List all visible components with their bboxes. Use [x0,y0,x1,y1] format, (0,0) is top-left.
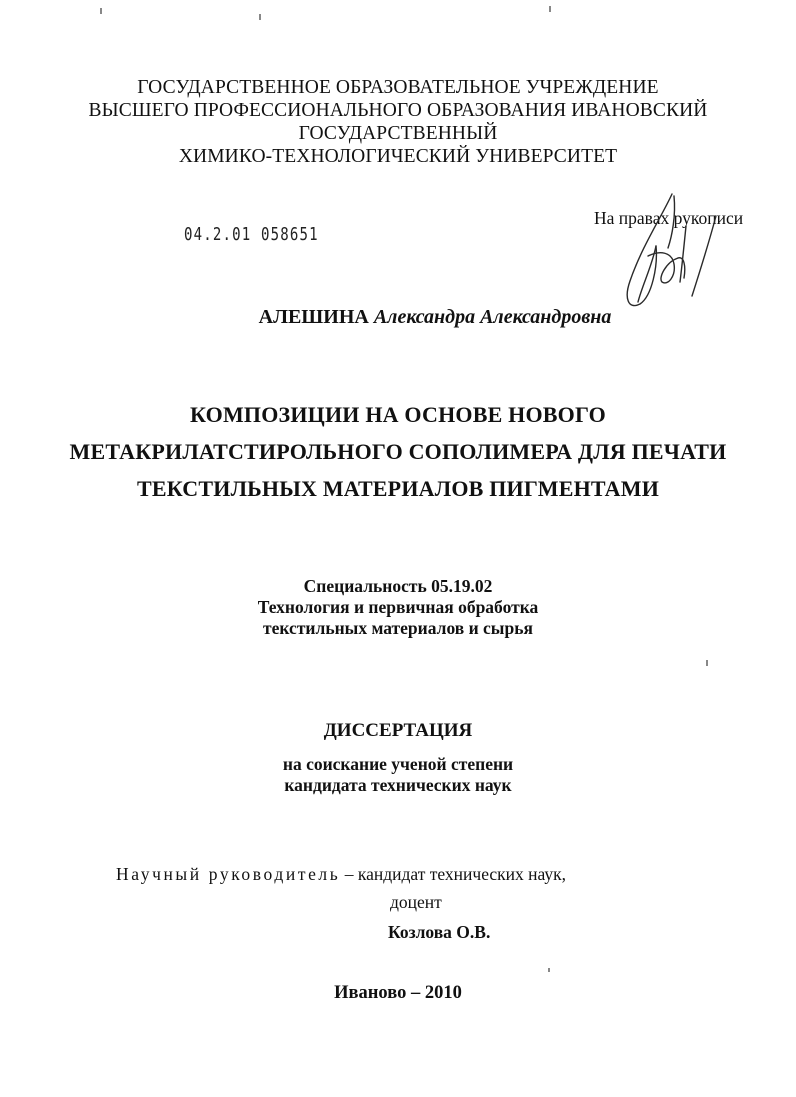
title-line: КОМПОЗИЦИИ НА ОСНОВЕ НОВОГО [190,402,606,427]
work-type-heading: ДИССЕРТАЦИЯ [323,720,473,741]
city-year: Иваново – 2010 [334,983,462,1003]
supervisor-dash: – [344,864,354,884]
institution-line: ВЫСШЕГО ПРОФЕССИОНАЛЬНОГО ОБРАЗОВАНИЯ ИВАНОВСКИЙ [88,100,708,121]
scan-speck [548,968,550,972]
author-surname: АЛЕШИНА [258,306,369,328]
title-line: ТЕКСТИЛЬНЫХ МАТЕРИАЛОВ ПИГМЕНТАМИ [136,476,660,501]
degree-line: кандидата технических наук [284,775,512,795]
scan-speck [706,660,708,666]
supervisor-label: Научный руководитель [116,864,341,884]
manuscript-rights-note: На правах рукописи [594,208,744,228]
title-line: МЕТАКРИЛАТСТИРОЛЬНОГО СОПОЛИМЕРА ДЛЯ ПЕЧАТИ [69,439,727,464]
degree-block [0,754,796,796]
institution-line: ГОСУДАРСТВЕННОЕ ОБРАЗОВАТЕЛЬНОЕ УЧРЕЖДЕНИЕ [137,77,659,98]
specialty-block [0,576,796,639]
specialty-name-line: Технология и первичная обработка [257,597,539,617]
dissertation-title [0,396,796,507]
scan-speck [259,14,261,20]
registration-number: 04.2.01 058651 [184,224,319,245]
institution-line: ХИМИКО-ТЕХНОЛОГИЧЕСКИЙ УНИВЕРСИТЕТ [178,146,618,167]
scan-speck [100,8,102,14]
author-name [0,306,796,329]
supervisor-rank: доцент [390,892,442,912]
institution-header [0,76,796,168]
scan-speck [549,6,551,12]
specialty-name-line: текстильных материалов и сырья [263,618,533,638]
supervisor-degree: кандидат технических наук, [357,864,567,884]
supervisor-line [116,864,566,885]
institution-line: ГОСУДАРСТВЕННЫЙ [298,123,498,144]
degree-line: на соискание ученой степени [282,754,514,774]
author-given-names: Александра Александровна [373,306,612,328]
supervisor-name: Козлова О.В. [388,922,491,942]
specialty-code: Специальность 05.19.02 [303,576,493,596]
handwritten-signature [612,186,732,321]
